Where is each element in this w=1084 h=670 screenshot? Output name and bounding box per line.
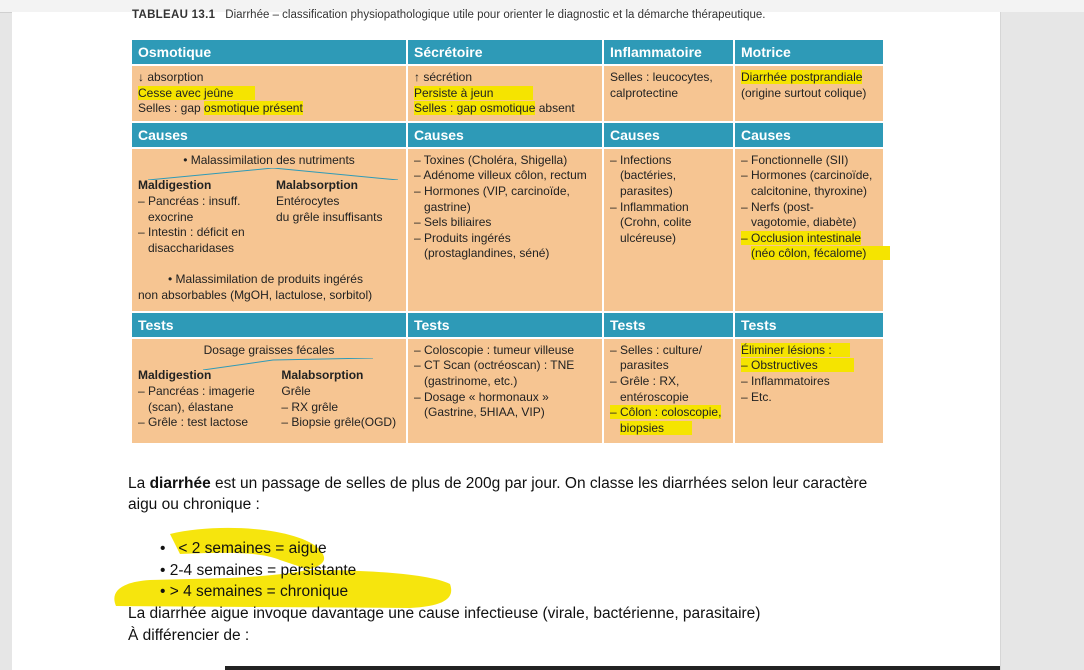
diarrhea-classification-table [132,40,883,445]
cell-line: absent [535,101,575,116]
cell-inflammatoire-mechanism [603,65,734,122]
tests-header: Tests [734,312,883,338]
cell-secretoire-causes [407,148,603,312]
maldigestion-title: Maldigestion [138,178,212,193]
cell-line: parasites) [620,183,673,198]
causes-header: Causes [603,122,734,148]
cell-line: – Sels biliaires [414,215,492,230]
header-motrice: Motrice [734,40,883,65]
cell-line: Entérocytes [276,193,340,208]
vertical-scrollbar-area[interactable] [1000,12,1084,670]
table-caption-label: TABLEAU 13.1 [132,9,216,21]
table-causes-header-row [132,122,883,148]
header-secretoire: Sécrétoire [407,40,603,65]
paragraph-definition [128,475,867,493]
cell-motrice-tests [734,338,883,444]
paragraph-differentiate: À différencier de : [128,627,250,644]
table-header-row [132,40,883,65]
cell-line: – Grêle : RX, [610,373,680,388]
causes-osmotique-title: • Malassimilation des nutriments [183,152,355,167]
tests-osmotique-title: Dosage graisses fécales [203,342,335,357]
cell-line: – CT Scan (octréoscan) : TNE [414,358,575,373]
cell-line: ↓ absorption [138,70,204,84]
cell-line: Selles : gap [138,101,205,116]
cell-line: – Grêle : test lactose [138,415,249,430]
cell-line: vagotomie, diabète) [751,215,857,230]
tests-header: Tests [132,312,407,338]
table-caption [132,9,765,21]
cell-line: (gastrinome, etc.) [424,373,518,388]
highlighted-text: Éliminer lésions : [741,343,850,357]
tests-header: Tests [407,312,603,338]
highlighted-text: Persiste à jeun [414,86,533,100]
list-item [160,540,356,562]
table-row-tests [132,338,883,444]
cell-line: – Hormones (carcinoïde, [741,168,873,183]
cell-line: (scan), élastane [148,399,234,414]
causes-header: Causes [132,122,407,148]
cell-line: – Inflammatoires [741,373,830,388]
cell-line: – Etc. [741,389,772,404]
cell-line: (Gastrine, 5HIAA, VIP) [424,405,545,420]
header-inflammatoire: Inflammatoire [603,40,734,65]
bullet-dot-icon: • [160,540,179,557]
header-osmotique: Osmotique [132,40,407,65]
highlighted-text: Diarrhée postprandiale [741,70,863,84]
causes-header: Causes [407,122,603,148]
malabsorption-title: Malabsorption [276,178,359,193]
highlighted-text: Cesse avec jeûne [138,86,255,100]
para-text: La [128,475,150,492]
cell-line: (prostaglandines, séné) [424,246,550,261]
cell-inflammatoire-causes [603,148,734,312]
bracket-lines [138,168,400,178]
cell-line: entéroscopie [620,389,689,404]
cell-line: • Malassimilation de produits ingérés [168,272,363,287]
cell-line: – Hormones (VIP, carcinoïde, [414,183,570,198]
cell-osmotique-tests [132,338,407,444]
list-item [160,583,356,605]
list-item-text: 2-4 semaines = persistante [169,561,357,579]
cell-line: – Dosage « hormonaux » [414,389,549,404]
cell-line: – Toxines (Choléra, Shigella) [414,152,568,167]
cell-line: Grêle [281,383,311,398]
highlighted-text: Selles : gap osmotique [414,101,536,116]
cell-osmotique-mechanism [132,65,407,122]
cell-line: – Biopsie grêle(OGD) [281,415,397,430]
cell-line: – Inflammation [610,199,689,214]
cell-line: – Fonctionnelle (SII) [741,152,849,167]
cell-line: – Produits ingérés [414,230,511,245]
cell-line: – Adénome villeux côlon, rectum [414,168,587,183]
table-row-causes [132,148,883,312]
table-caption-text: Diarrhée – classification physiopathologique utile pour orienter le diagnostic et la démarche thérapeutique. [225,9,766,21]
paragraph-acute: La diarrhée aigue invoque davantage une cause infectieuse (virale, bactérienne, parasitaire) [128,605,761,622]
cell-line: calprotectine [610,85,679,100]
cell-line: du grêle insuffisants [276,209,383,224]
highlighted-text: – Obstructives [741,358,854,372]
cell-motrice-causes [734,148,883,312]
bullet-dot-icon: • [160,561,170,579]
cell-line: – Intestin : déficit en [138,225,245,240]
bracket-lines [138,358,400,368]
cell-line: – Coloscopie : tumeur villeuse [414,342,575,357]
cell-osmotique-causes [132,148,407,312]
cell-line: – Pancréas : imagerie [138,383,255,398]
cell-line: – Nerfs (post- [741,199,814,214]
tests-header: Tests [603,312,734,338]
cell-line: – Infections [610,152,672,167]
cell-line: parasites [620,358,669,373]
maldigestion-title: Maldigestion [138,368,212,383]
cell-secretoire-tests [407,338,603,444]
cell-line: gastrine) [424,199,471,214]
cell-motrice-mechanism [734,65,883,122]
page-bottom-edge [225,666,1000,670]
cell-line: Selles : leucocytes, [610,70,713,84]
highlighted-text: osmotique présent [204,101,303,116]
cell-line: (Crohn, colite [620,215,692,230]
cell-secretoire-mechanism [407,65,603,122]
highlighted-text: – Côlon : coloscopie, [610,405,722,420]
table-tests-header-row [132,312,883,338]
paragraph-definition-line2: aigu ou chronique : [128,496,260,513]
para-text: est un passage de selles de plus de 200g par jour. On classe les diarrhées selon leur caractère [210,475,868,492]
cell-line: calcitonine, thyroxine) [751,183,868,198]
list-item [160,562,356,584]
causes-header: Causes [734,122,883,148]
duration-bullet-list [160,540,356,605]
list-item-text: > 4 semaines = chronique [169,583,349,600]
table-row-mechanism [132,65,883,122]
cell-inflammatoire-tests [603,338,734,444]
cell-line: disaccharidases [148,240,235,255]
cell-line: exocrine [148,209,194,224]
cell-line: – Pancréas : insuff. [138,193,241,208]
highlighted-text: biopsies [620,421,692,435]
bullet-dot-icon: • [160,583,170,600]
list-item-text: < 2 semaines = aigue [178,540,327,557]
cell-line: (bactéries, [620,168,677,183]
highlighted-text: (néo côlon, fécalome) [751,246,890,260]
para-bold-term: diarrhée [149,475,211,492]
cell-line: ulcéreuse) [620,230,677,245]
cell-line: non absorbables (MgOH, lactulose, sorbitol) [138,287,373,302]
cell-line: (origine surtout colique) [741,85,867,100]
cell-line: ↑ sécrétion [414,70,473,84]
cell-line: – RX grêle [281,399,339,414]
highlighted-text: – Occlusion intestinale [741,230,862,245]
cell-line: – Selles : culture/ [610,342,703,357]
malabsorption-title: Malabsorption [281,368,364,383]
